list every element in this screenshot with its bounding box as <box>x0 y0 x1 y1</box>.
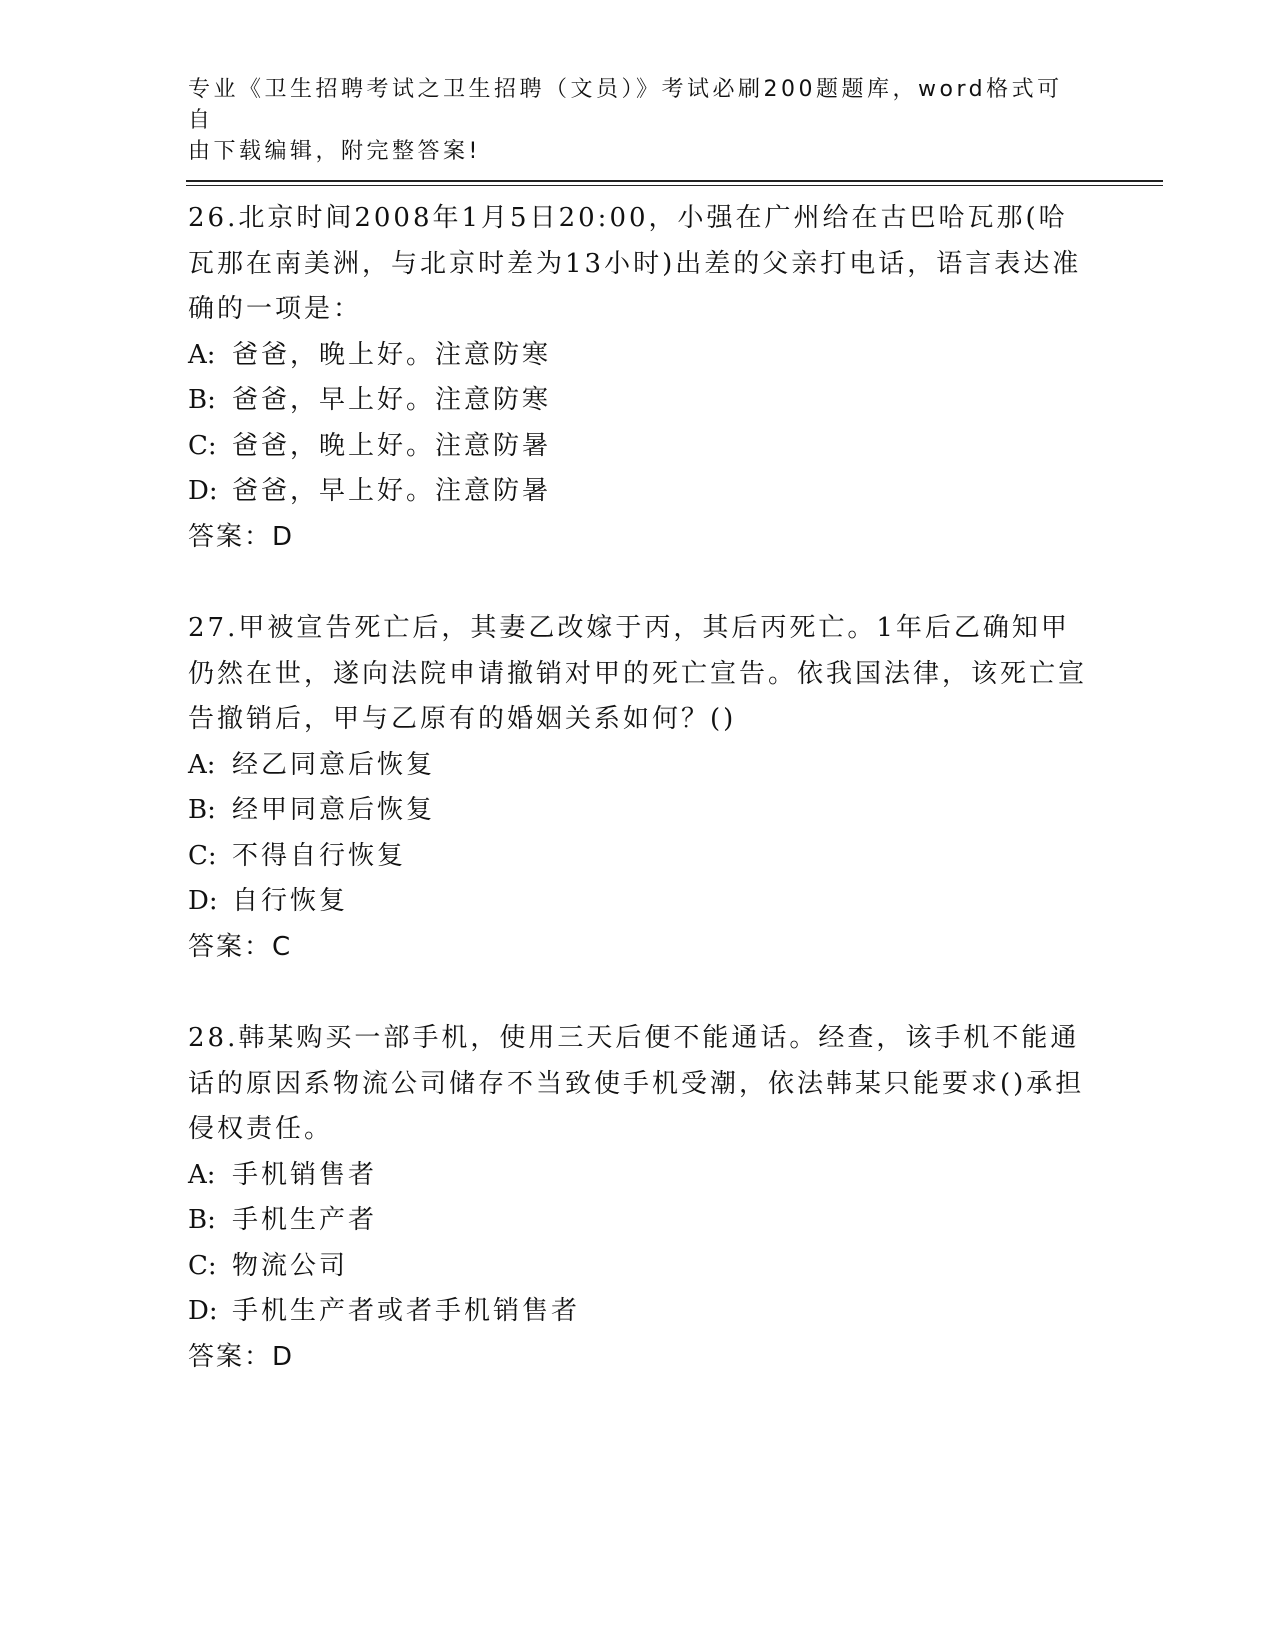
option-b <box>188 1198 1088 1244</box>
option-text: 手机销售者 <box>232 1159 378 1190</box>
option-label: D: <box>188 886 218 916</box>
option-text: 爸爸，晚上好。注意防寒 <box>232 339 552 370</box>
question-stem: 27.甲被宣告死亡后，其妻乙改嫁于丙，其后丙死亡。1年后乙确知甲仍然在世，遂向法院申请撤销对甲的死亡宣告。依我国法律，该死亡宣告撤销后，甲与乙原有的婚姻关系如何？() <box>188 613 1088 734</box>
question-26 <box>188 196 1088 560</box>
question-stem: 26.北京时间2008年1月5日20:00，小强在广州给在古巴哈瓦那(哈瓦那在南美洲，与北京时差为13小时)出差的父亲打电话，语言表达准确的一项是： <box>188 203 1082 324</box>
option-label: C: <box>188 1250 217 1281</box>
option-text: 不得自行恢复 <box>232 840 407 871</box>
option-c <box>188 834 1088 880</box>
answer-line: 答案：C <box>188 931 293 962</box>
option-label: C: <box>188 840 217 871</box>
option-b <box>188 788 1088 834</box>
option-text: 手机生产者 <box>232 1205 378 1235</box>
document-header <box>188 74 1088 167</box>
option-a <box>188 1153 1088 1199</box>
option-d <box>188 1289 1088 1335</box>
option-text: 手机生产者或者手机销售者 <box>232 1296 581 1326</box>
option-text: 经甲同意后恢复 <box>232 795 436 825</box>
option-c <box>188 1244 1088 1290</box>
answer-line: 答案：D <box>188 521 295 552</box>
option-label: D: <box>188 1296 218 1326</box>
option-label: B: <box>188 795 216 825</box>
option-label: B: <box>188 1205 216 1235</box>
option-text: 爸爸，晚上好。注意防暑 <box>232 430 552 461</box>
option-d <box>188 879 1088 925</box>
answer-line: 答案：D <box>188 1341 295 1372</box>
header-line-2: 由下载编辑，附完整答案! <box>188 139 481 164</box>
option-d <box>188 469 1088 515</box>
question-28 <box>188 1016 1088 1380</box>
option-text: 自行恢复 <box>232 886 349 916</box>
option-label: A: <box>188 749 216 780</box>
option-label: A: <box>188 1159 216 1190</box>
question-27 <box>188 606 1088 970</box>
header-divider-thin <box>186 185 1163 186</box>
option-label: C: <box>188 430 217 461</box>
option-text: 经乙同意后恢复 <box>232 749 436 780</box>
option-c <box>188 424 1088 470</box>
option-text: 物流公司 <box>232 1250 349 1281</box>
option-a <box>188 743 1088 789</box>
option-a <box>188 333 1088 379</box>
header-divider-thick <box>186 180 1163 182</box>
question-stem: 28.韩某购买一部手机，使用三天后便不能通话。经查，该手机不能通话的原因系物流公司储存不当致使手机受潮，依法韩某只能要求()承担侵权责任。 <box>188 1023 1085 1144</box>
option-text: 爸爸，早上好。注意防寒 <box>232 385 552 415</box>
option-b <box>188 378 1088 424</box>
option-text: 爸爸，早上好。注意防暑 <box>232 476 552 506</box>
header-line-1: 专业《卫生招聘考试之卫生招聘（文员）》考试必刷200题题库，word格式可自 <box>188 77 1063 133</box>
option-label: B: <box>188 385 216 415</box>
option-label: D: <box>188 476 218 506</box>
option-label: A: <box>188 339 216 370</box>
